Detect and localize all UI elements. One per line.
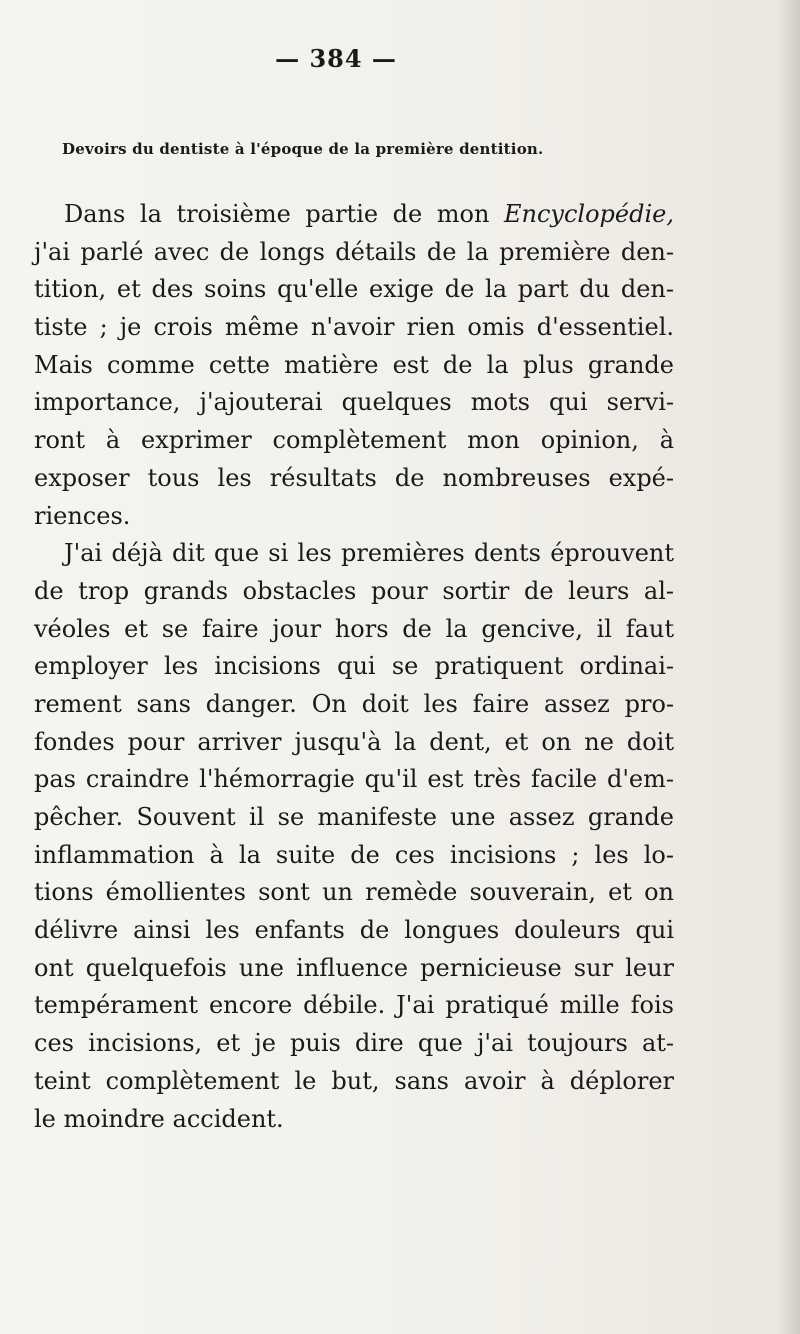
paragraph-2 (34, 535, 674, 1138)
text-line: employer les incisions qui se pratiquent ordinai- (34, 652, 674, 681)
text-line: J'ai déjà dit que si les premières dents éprouvent (64, 539, 674, 568)
italic-title: Encyclopédie, (504, 200, 674, 228)
text-line: tiste ; je crois même n'avoir rien omis d'essentiel. (34, 313, 674, 342)
paragraph-1 (34, 196, 674, 535)
text-line: pas craindre l'hémorragie qu'il est très facile d'em- (34, 765, 674, 794)
text-line: délivre ainsi les enfants de longues douleurs qui (34, 916, 674, 945)
text-line: teint complètement le but, sans avoir à déplorer (34, 1066, 674, 1095)
text-line: inflammation à la suite de ces incisions ; les lo- (34, 840, 674, 869)
section-heading: Devoirs du dentiste à l'époque de la première dentition. (62, 140, 544, 158)
text-line: exposer tous les résultats de nombreuses expé- (34, 463, 674, 492)
text-line: tition, et des soins qu'elle exige de la part du den- (34, 275, 674, 304)
page-edge-shadow (778, 0, 800, 1334)
text-line: véoles et se faire jour hors de la gencive, il faut (34, 614, 674, 643)
page-number: — 384 — (275, 44, 397, 73)
text-line: ont quelquefois une influence pernicieuse sur leur (34, 953, 674, 982)
text-line: Mais comme cette matière est de la plus grande (34, 350, 674, 379)
text-line: rement sans danger. On doit les faire assez pro- (34, 689, 674, 718)
text-line: de trop grands obstacles pour sortir de leurs al- (34, 576, 674, 605)
text-line: tions émollientes sont un remède souverain, et on (34, 878, 674, 907)
text-line (34, 196, 674, 234)
text-line: ront à exprimer complètement mon opinion, à (34, 426, 674, 455)
text-line: riences. (34, 501, 131, 530)
text-line: tempérament encore débile. J'ai pratiqué mille fois (34, 991, 674, 1020)
body-text (34, 196, 674, 1138)
text-line: j'ai parlé avec de longs détails de la première den- (34, 237, 674, 266)
text-line: fondes pour arriver jusqu'à la dent, et on ne doit (34, 727, 674, 756)
text-line: pêcher. Souvent il se manifeste une assez grande (34, 803, 674, 831)
text-line: importance, j'ajouterai quelques mots qui servi- (34, 388, 674, 417)
text-line-content: Dans la troisième partie de mon (64, 200, 505, 228)
text-line: le moindre accident. (34, 1104, 284, 1133)
text-line: ces incisions, et je puis dire que j'ai toujours at- (34, 1029, 674, 1058)
